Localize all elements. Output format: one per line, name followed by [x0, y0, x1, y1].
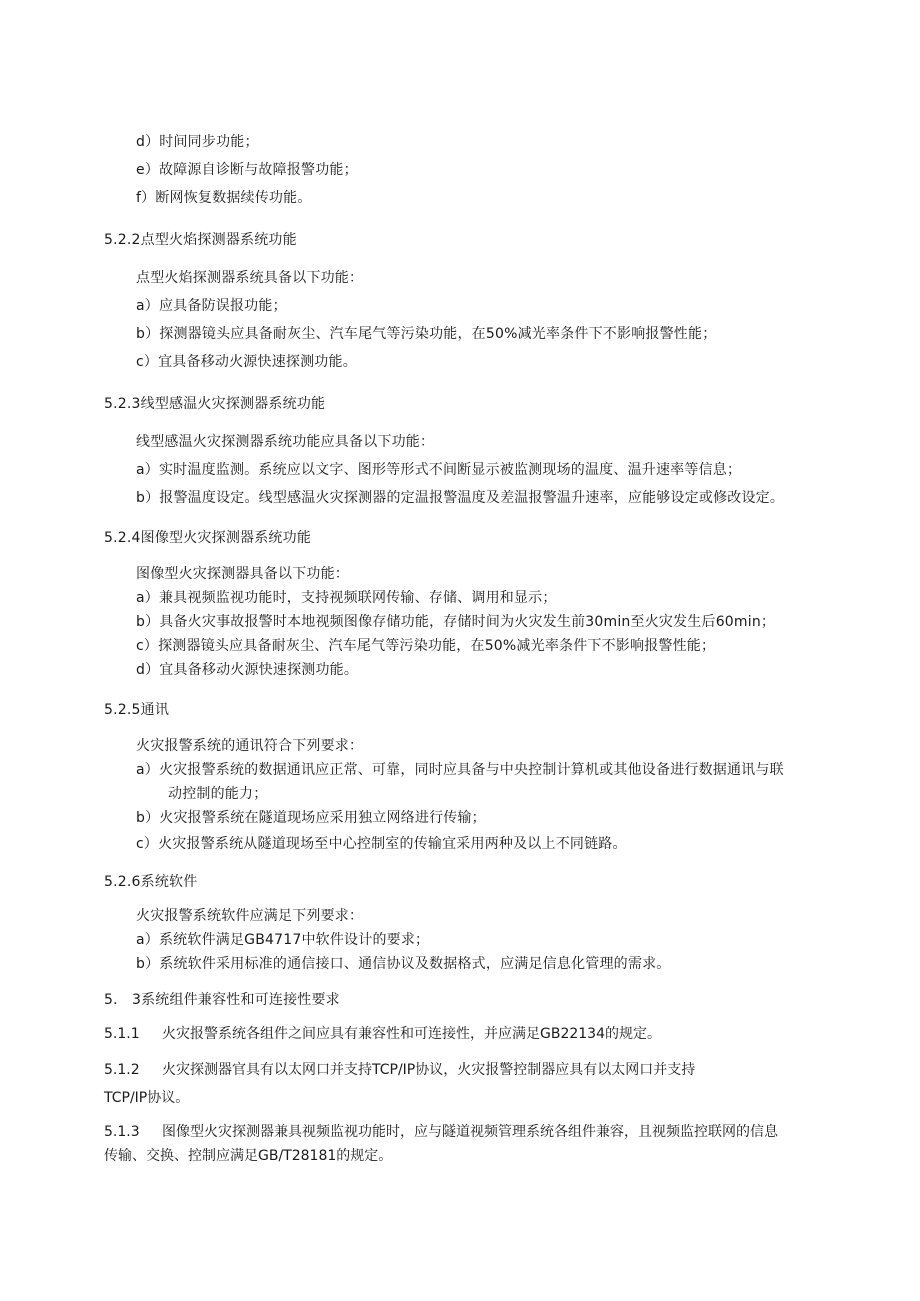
section-intro-5-2-2: 点型火焰探测器系统具备以下功能： [136, 270, 364, 286]
list-item-5-2-2-b: b）探测器镜头应具备耐灰尘、汽车尾气等污染功能，在50%减光率条件下不影响报警性能； [136, 326, 717, 342]
section-heading-5-2-5: 5.2.5通讯 [104, 702, 170, 718]
list-item-5-2-4-a: a）兼具视频监视功能时，支持视频联网传输、存储、调用和显示； [136, 590, 557, 606]
section-intro-5-2-3: 线型感温火灾探测器系统功能应具备以下功能： [136, 434, 435, 450]
list-item-5-2-2-c: c）宜具备移动火源快速探测功能。 [136, 354, 357, 370]
section-heading-5-2-3: 5.2.3线型感温火灾探测器系统功能 [104, 396, 326, 412]
section-heading-5-2-2: 5.2.2点型火焰探测器系统功能 [104, 232, 297, 248]
list-item-5-2-2-a: a）应具备防误报功能； [136, 298, 287, 314]
list-item-5-2-5-b: b）火灾报警系统在隧道现场应采用独立网络进行传输； [136, 810, 486, 826]
list-item-5-2-5-a-continued: 动控制的能力； [168, 786, 268, 802]
list-item-5-2-4-d: d）宜具备移动火源快速探测功能。 [136, 662, 359, 678]
section-intro-5-2-6: 火灾报警系统软件应满足下列要求： [136, 908, 364, 924]
list-item-5-2-4-b: b）具备火灾事故报警时本地视频图像存储功能，存储时间为火灾发生前30min至火灾发生后60min； [136, 614, 776, 630]
section-intro-5-2-4: 图像型火灾探测器具备以下功能： [136, 566, 349, 582]
clause-text-5-1-2: 火灾探测器官具有以太网口并支持TCP/IP协议，火灾报警控制器应具有以太网口并支持 [162, 1062, 696, 1078]
list-item-5-2-3-b: b）报警温度设定。线型感温火灾探测器的定温报警温度及差温报警温升速率，应能够设定或修改设定。 [136, 490, 785, 506]
section-heading-5-3: 5. 3系统组件兼容性和可连接性要求 [104, 992, 340, 1008]
section-intro-5-2-5: 火灾报警系统的通讯符合下列要求： [136, 738, 364, 754]
clause-text-5-1-3-continued: 传输、交换、控制应满足GB/T28181的规定。 [104, 1148, 393, 1164]
clause-number-5-1-2: 5.1.2 [104, 1062, 140, 1078]
clause-number-5-1-3: 5.1.3 [104, 1124, 140, 1140]
list-item-5-2-5-a: a）火灾报警系统的数据通讯应正常、可靠，同时应具备与中央控制计算机或其他设备进行数据通讯与联 [136, 762, 784, 778]
clause-text-5-1-3: 图像型火灾探测器兼具视频监视功能时，应与隧道视频管理系统各组件兼容，且视频监控联网的信息 [162, 1124, 778, 1140]
clause-number-5-1-1: 5.1.1 [104, 1026, 140, 1042]
list-item-5-2-5-c: c）火灾报警系统从隧道现场至中心控制室的传输宜采用两种及以上不同链路。 [136, 836, 627, 852]
section-heading-5-2-4: 5.2.4图像型火灾探测器系统功能 [104, 530, 312, 546]
list-item-e-fault-diagnosis: e）故障源自诊断与故障报警功能； [136, 162, 358, 178]
list-item-5-2-6-b: b）系统软件采用标准的通信接口、通信协议及数据格式，应满足信息化管理的需求。 [136, 956, 671, 972]
clause-text-5-1-1: 火灾报警系统各组件之间应具有兼容性和可连接性，并应满足GB22134的规定。 [162, 1026, 661, 1042]
list-item-5-2-3-a: a）实时温度监测。系统应以文字、图形等形式不间断显示被监测现场的温度、温升速率等信息； [136, 462, 742, 478]
section-heading-5-2-6: 5.2.6系统软件 [104, 874, 198, 890]
list-item-f-resume-transfer: f）断网恢复数据续传功能。 [136, 190, 312, 206]
list-item-5-2-6-a: a）系统软件满足GB4717中软件设计的要求； [136, 932, 430, 948]
list-item-d-time-sync: d）时间同步功能； [136, 134, 259, 150]
list-item-5-2-4-c: c）探测器镜头应具备耐灰尘、汽车尾气等污染功能，在50%减光率条件下不影响报警性能； [136, 638, 716, 654]
clause-text-5-1-2-continued: TCP/IP协议。 [104, 1090, 190, 1106]
